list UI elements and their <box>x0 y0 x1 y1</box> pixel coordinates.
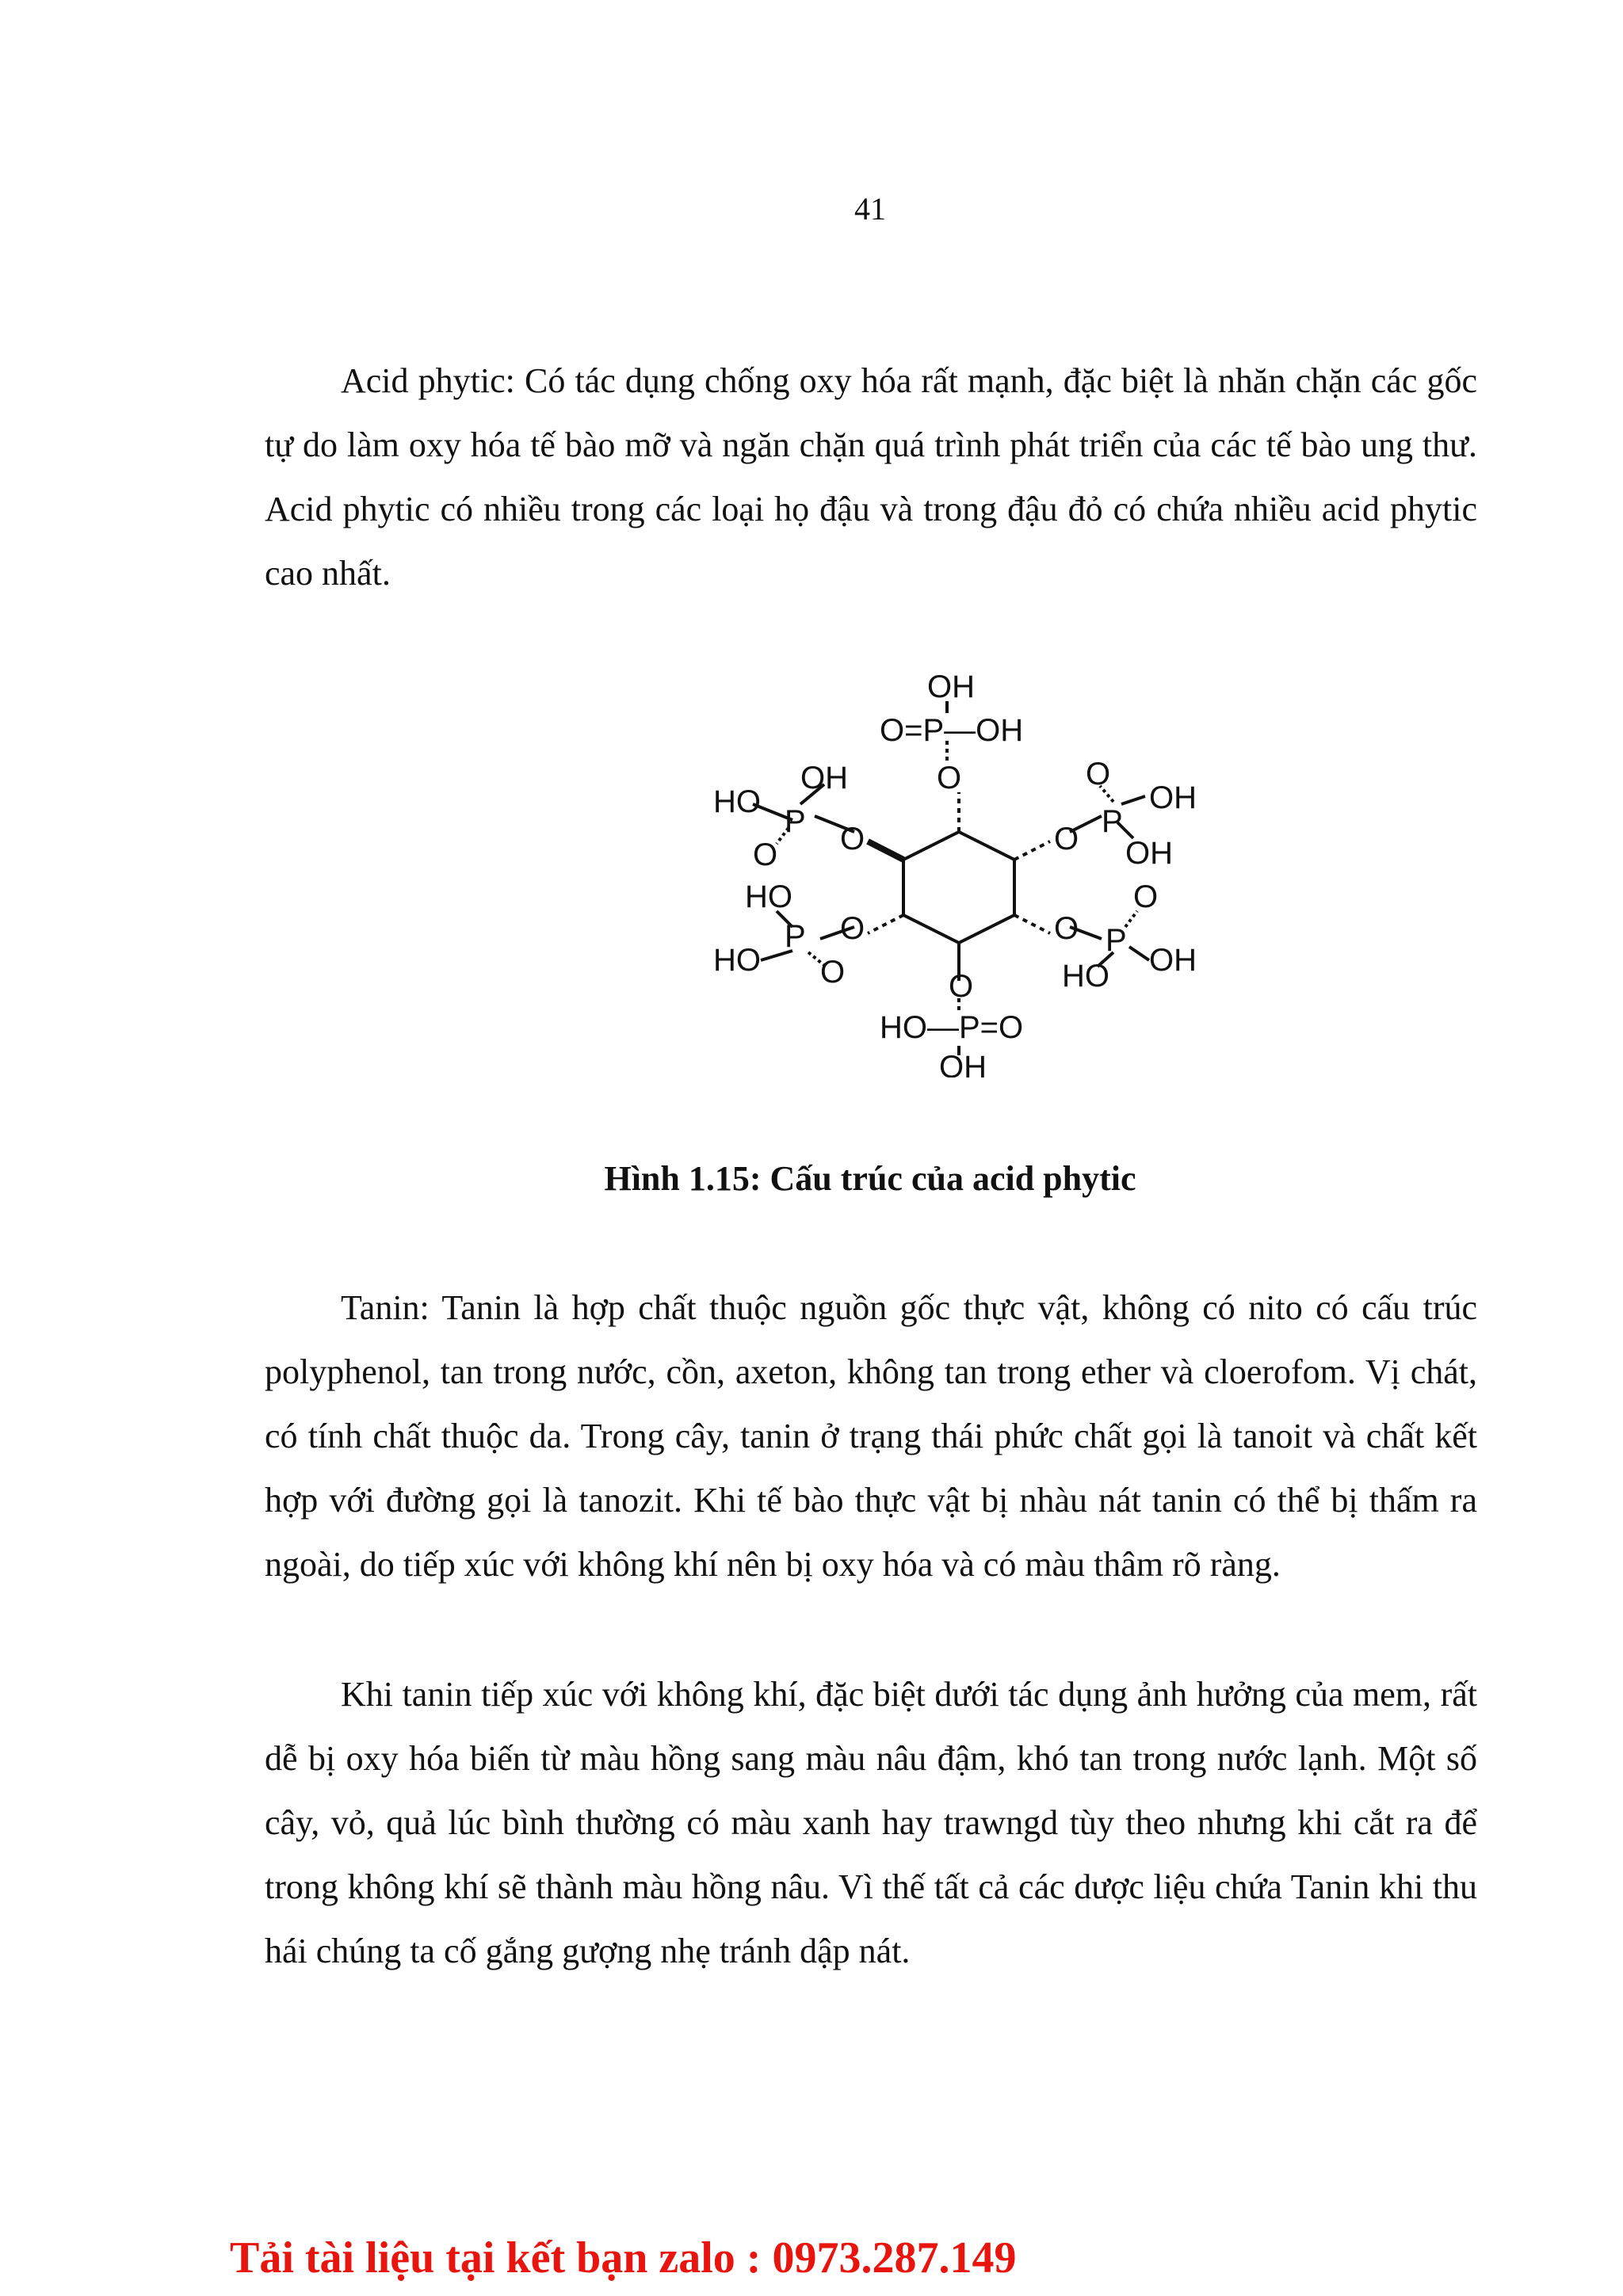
label-ur-oh2: OH <box>1125 836 1173 871</box>
label-lr-o-double: O <box>1133 879 1159 914</box>
label-bottom-row: HO—P=O <box>880 1010 1024 1045</box>
label-ll-ho2: HO <box>713 943 761 978</box>
figure-caption: Hình 1.15: Cấu trúc của acid phytic <box>604 1159 1136 1198</box>
label-ll-o-ring: O <box>840 911 865 946</box>
label-ur-p: P <box>1102 804 1123 839</box>
label-ul-ho: HO <box>713 784 761 819</box>
phytic-acid-structure-diagram <box>650 666 1268 1077</box>
page-number: 41 <box>854 191 886 227</box>
phytic-acid-structure-figure <box>650 666 1268 1077</box>
label-lr-oh: OH <box>1149 943 1197 978</box>
label-top-o: O <box>937 761 962 795</box>
label-ur-o-double: O <box>1086 757 1111 791</box>
label-bottom-o: O <box>949 969 974 1004</box>
label-ll-p: P <box>785 919 806 954</box>
label-top-row: O=P—OH <box>880 713 1024 748</box>
label-top-oh: OH <box>927 669 975 704</box>
label-ul-o-double: O <box>753 837 778 872</box>
label-ul-oh: OH <box>800 761 848 795</box>
label-bottom-oh: OH <box>939 1050 987 1077</box>
paragraph-acid-phytic: Acid phytic: Có tác dụng chống oxy hóa rất mạnh, đặc biệt là nhăn chặn các gốc tự do làm oxy hóa tế bào mỡ và ngăn chặn quá trình phát triển của các tế bào ung thư. Acid phytic có nhiều trong các loại họ đậu và trong đậu đỏ có chứa nhiều acid phytic cao nhất. <box>265 361 1477 593</box>
cyclohexane-ring <box>903 832 1014 943</box>
label-ll-o-double: O <box>820 955 846 990</box>
footer-watermark: Tải tài liệu tại kết bạn zalo : 0973.287.149 <box>230 2233 1017 2283</box>
label-lr-p: P <box>1106 923 1127 958</box>
paragraph-tanin-2: Khi tanin tiếp xúc với không khí, đặc biệt dưới tác dụng ảnh hưởng của mem, rất dễ bị oxy hóa biến từ màu hồng sang màu nâu đậm, khó tan trong nước lạnh. Một số cây, vỏ, quả lúc bình thường có màu xanh hay trawngd tùy theo nhưng khi cắt ra để trong không khí sẽ thành màu hồng nâu. Vì thế tất cả các dược liệu chứa Tanin khi thu hái chúng ta cố gắng gượng nhẹ tránh dập nát. <box>265 1675 1477 1970</box>
label-ul-o-ring: O <box>840 822 865 856</box>
label-lr-o-ring: O <box>1054 911 1079 946</box>
label-ul-p: P <box>785 804 806 839</box>
paragraph-tanin-1: Tanin: Tanin là hợp chất thuộc nguồn gốc thực vật, không có nito có cấu trúc polyphenol, tan trong nước, cồn, axeton, không tan trong ether và cloerofom. Vị chát, có tính chất thuộc da. Trong cây, tanin ở trạng thái phức chất gọi là tanoit và chất kết hợp với đường gọi là tanozit. Khi tế bào thực vật bị nhàu nát tanin có thể bị thấm ra ngoài, do tiếp xúc với không khí nên bị oxy hóa và có màu thâm rõ ràng. <box>265 1288 1477 1584</box>
label-ur-o-ring: O <box>1054 822 1079 856</box>
label-ll-ho: HO <box>745 879 792 914</box>
label-ur-oh: OH <box>1149 780 1197 815</box>
label-lr-ho: HO <box>1062 959 1109 994</box>
